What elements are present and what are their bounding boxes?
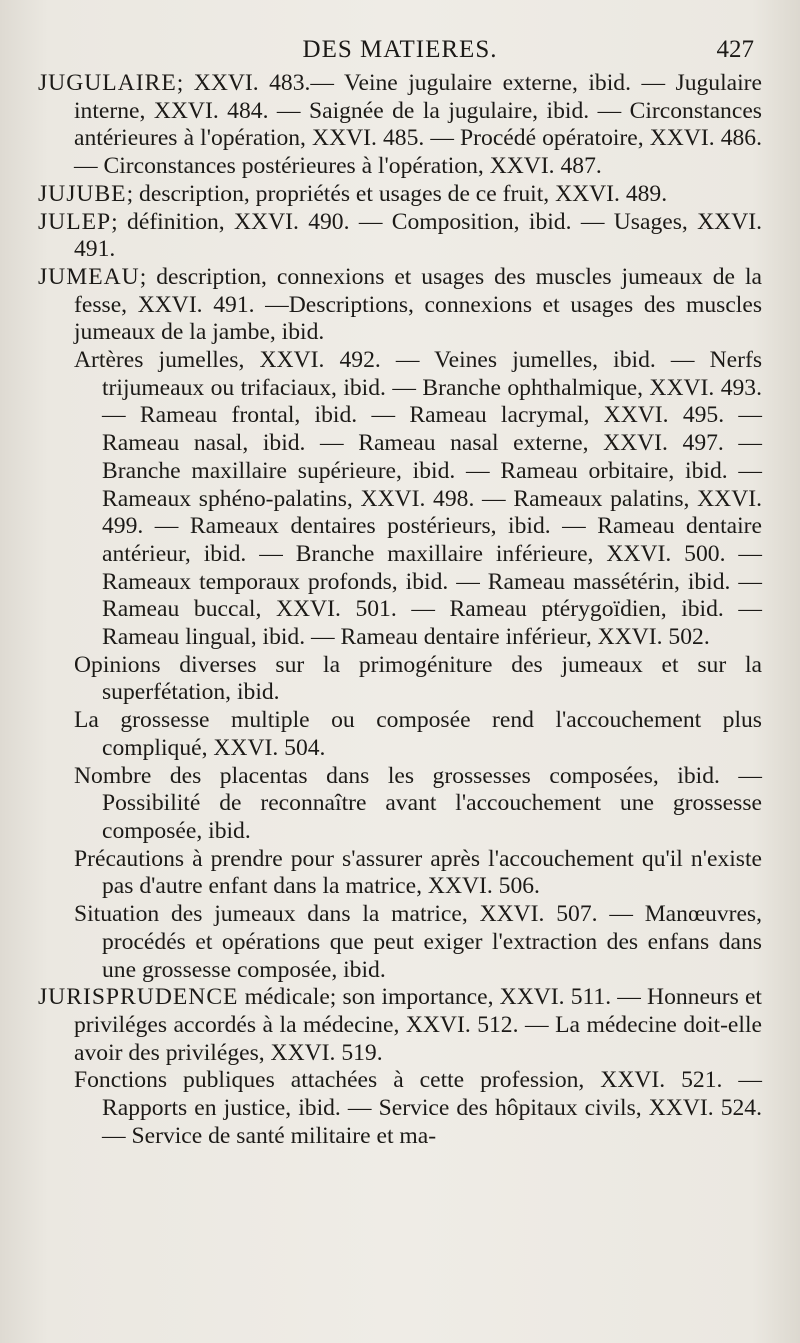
index-entry-jujube (38, 181, 762, 209)
entry-headword: JUMEAU (38, 263, 140, 290)
index-subentry-primogeniture (38, 652, 762, 707)
index-entry-jurisprudence (38, 984, 762, 1067)
entry-text: ; définition, XXVI. 490. — Composition, ibid. — Usages, XXVI. 491. (74, 208, 762, 263)
entry-headword: JURISPRUDENCE (38, 984, 239, 1011)
index-entry-jumeau (38, 264, 762, 347)
index-subentry-grossesse-multiple (38, 707, 762, 762)
entry-text: ; description, connexions et usages des muscles jumeaux de la fesse, XXVI. 491. —Descriptions, connexions et usages des muscles jumeaux de la jambe, ibid. (74, 263, 762, 346)
index-subentry-fonctions-publiques (38, 1067, 762, 1150)
entry-text: Fonctions publiques attachées à cette profession, XXVI. 521. — Rapports en justice, ibid. — Service des hôpitaux civils, XXVI. 524. — Service de santé militaire et ma- (74, 1067, 762, 1149)
entry-text: ; description, propriétés et usages de ce fruit, XXVI. 489. (126, 180, 668, 207)
entry-text: ; XXVI. 483.— Veine jugulaire externe, ibid. — Jugulaire interne, XXVI. 484. — Saignée de la jugulaire, ibid. — Circonstances antérieures à l'opération, XXVI. 485. — Procédé opératoire, XXVI. 486. — Circonstances postérieures à l'opération, XXVI. 487. (74, 70, 762, 180)
entry-text: Précautions à prendre pour s'assurer après l'accouchement qu'il n'existe pas d'autre enfant dans la matrice, XXVI. 506. (74, 845, 762, 900)
index-entry-jugulaire (38, 70, 762, 181)
entry-headword: JULEP (38, 208, 112, 235)
entry-text: médicale; son importance, XXVI. 511. — Honneurs et priviléges accordés à la médecine, XXVI. 512. — La médecine doit-elle avoir des priviléges, XXVI. 519. (74, 984, 762, 1066)
running-head: DES MATIERES. (302, 36, 498, 63)
entry-headword: JUGULAIRE (38, 70, 177, 96)
entry-headword: JUJUBE (38, 180, 127, 207)
entry-text: Situation des jumeaux dans la matrice, XXVI. 507. — Manœuvres, procédés et opérations que peut exiger l'extraction des enfans dans une grossesse composée, ibid. (74, 901, 762, 983)
page-number: 427 (716, 36, 754, 63)
index-subentry-arteres-jumelles (38, 347, 762, 652)
index-entries (38, 70, 762, 1150)
index-entry-julep (38, 209, 762, 264)
index-subentry-precautions (38, 846, 762, 901)
entry-text: La grossesse multiple ou composée rend l'accouchement plus compliqué, XXVI. 504. (74, 707, 762, 761)
index-subentry-placentas (38, 763, 762, 846)
index-subentry-situation (38, 901, 762, 984)
entry-text: Opinions diverses sur la primogéniture des jumeaux et sur la superfétation, ibid. (74, 651, 762, 706)
entry-text: Nombre des placentas dans les grossesses composées, ibid. — Possibilité de reconnaître avant l'accouchement une grossesse composée, ibid. (74, 762, 762, 844)
entry-text: Artères jumelles, XXVI. 492. — Veines jumelles, ibid. — Nerfs trijumeaux ou trifaciaux, ibid. — Branche ophthalmique, XXVI. 493. — Rameau frontal, ibid. — Rameau lacrymal, XXVI. 495. — Rameau nasal, ibid. — Rameau nasal externe, XXVI. 497. — Branche maxillaire supérieure, ibid. — Rameau orbitaire, ibid. — Rameaux sphéno-palatins, XXVI. 498. — Rameaux palatins, XXVI. 499. — Rameaux dentaires postérieurs, ibid. — Rameau dentaire antérieur, ibid. — Branche maxillaire inférieure, XXVI. 500. —Rameaux temporaux profonds, ibid. — Rameau massétérin, ibid. — Rameau buccal, XXVI. 501. — Rameau ptérygoïdien, ibid. — Rameau lingual, ibid. — Rameau dentaire inférieur, XXVI. 502. (74, 347, 762, 651)
page-header (38, 30, 762, 70)
